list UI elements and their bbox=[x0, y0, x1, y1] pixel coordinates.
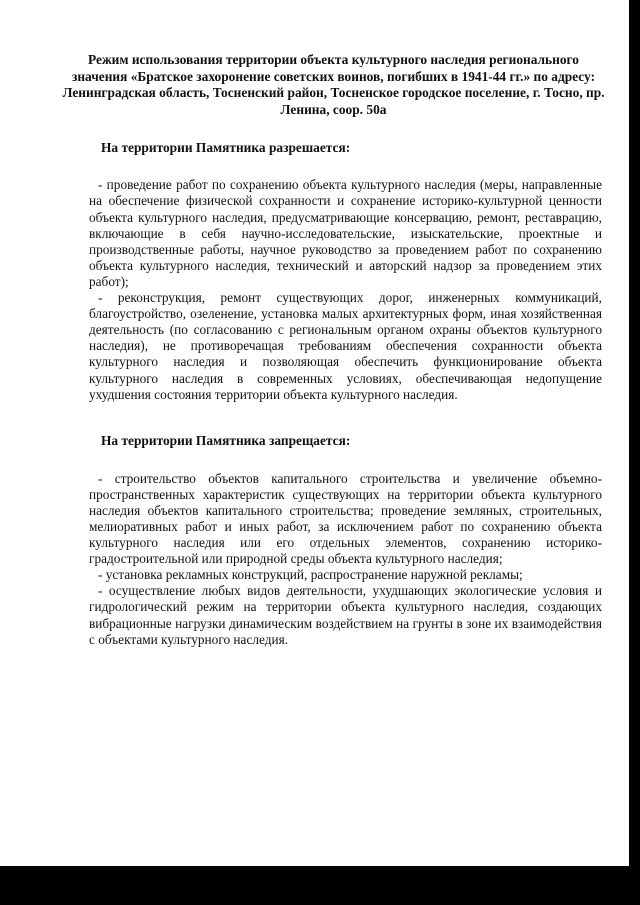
document-title: Режим использования территории объекта культурного наследия регионального значения «Братское захоронение советских воинов, погибших в 1941-44 гг.» по адресу: Ленинградская область, Тосненский район, Тосненское городское поселение, г. Тосно, пр. Ленина, соор. 50а bbox=[62, 52, 605, 117]
prohibited-item: - осуществление любых видов деятельности, ухудшающих экологические условия и гидрологический режим на территории объекта культурного наследия, создающих вибрационные нагрузки динамическим воздействием на грунты в зоне их взаимодействия с объектами культурного наследия. bbox=[89, 583, 602, 647]
prohibited-heading: На территории Памятника запрещается: bbox=[101, 432, 351, 448]
prohibited-item: - установка рекламных конструкций, распространение наружной рекламы; bbox=[98, 567, 523, 583]
allowed-item: - проведение работ по сохранению объекта культурного наследия (меры, направленные на обеспечение физической сохранности и сохранение историко-культурной ценности объекта культурного наследия, предусматривающие консервацию, ремонт, реставрацию, включающие в себя научно-исследовательские, изыскательские, проектные и производственные работы, научное руководство за проведением работ по сохранению объекта культурного наследия, технический и авторский надзор за проведением этих работ); bbox=[89, 177, 602, 289]
allowed-heading: На территории Памятника разрешается: bbox=[101, 140, 351, 156]
allowed-item: - реконструкция, ремонт существующих дорог, инженерных коммуникаций, благоустройство, озеленение, установка малых архитектурных форм, иная хозяйственная деятельность (по согласованию с региональным органом охраны объектов культурного наследия), не противоречащая требованиям обеспечения сохранности объекта культурного наследия и позволяющая обеспечить функционирование объекта культурного наследия в современных условиях, обеспечивающая недопущение ухудшения состояния территории объекта культурного наследия. bbox=[89, 290, 602, 402]
allowed-list bbox=[89, 177, 602, 402]
prohibited-item: - строительство объектов капитального строительства и увеличение объемно-пространственных характеристик существующих на территории объекта культурного наследия объектов капитального строительства; проведение земляных, строительных, мелиоративных работ и иных работ, за исключением работ по сохранению объекта культурного наследия или его отдельных элементов, сохранению историко-градостроительной или природной среды объекта культурного наследия; bbox=[89, 470, 602, 567]
prohibited-list bbox=[89, 471, 602, 648]
